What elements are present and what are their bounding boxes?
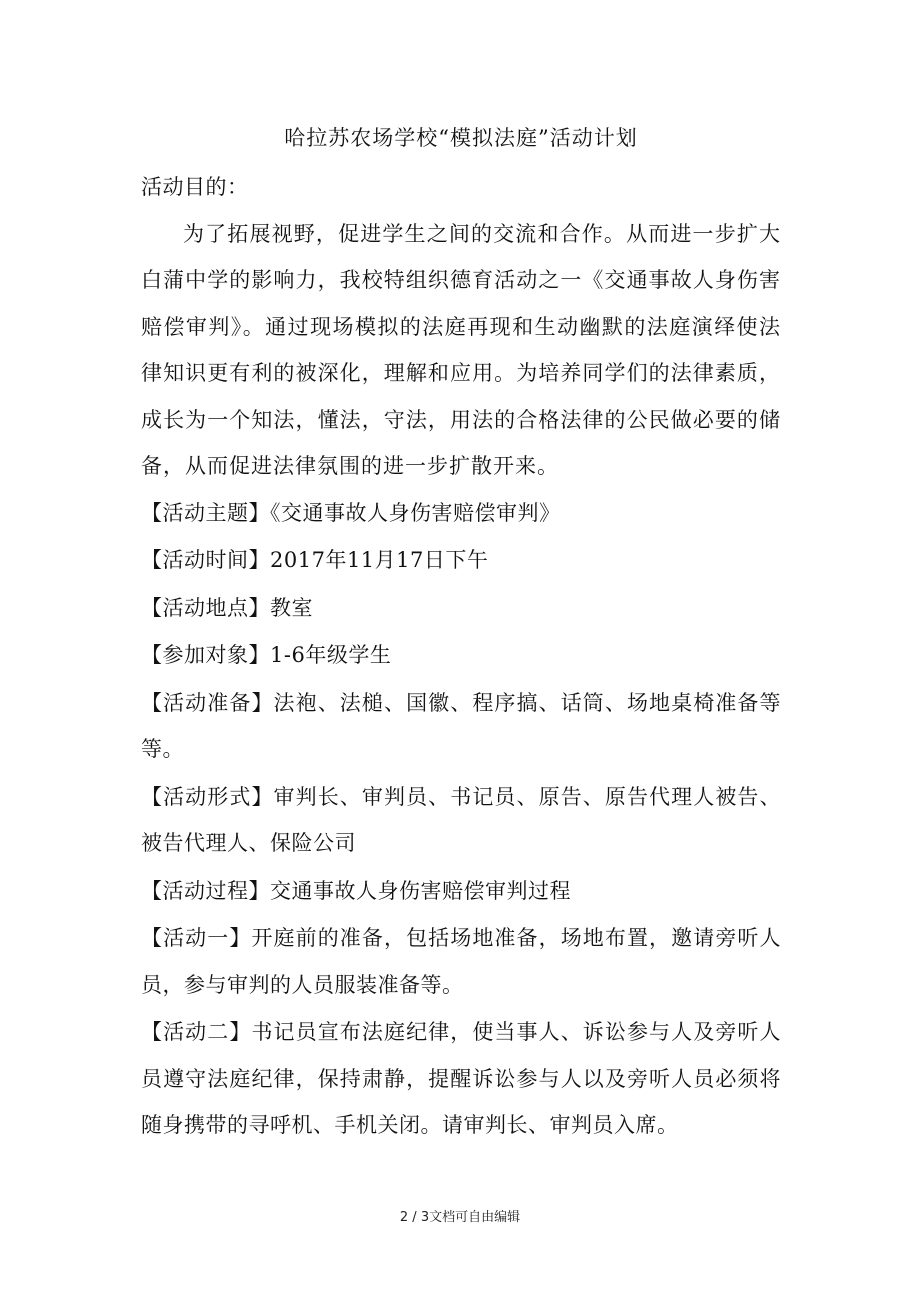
activity-preparation: 【活动准备】法袍、法槌、国徽、程序搞、话筒、场地桌椅准备等等。 — [141, 690, 781, 761]
document-title: 哈拉苏农场学校“模拟法庭”活动计划 — [284, 126, 638, 150]
activity-one: 【活动一】开庭前的准备，包括场地准备，场地布置，邀请旁听人员，参与审判的人员服装准备等。 — [141, 926, 781, 997]
page-footer: 2 / 3文档可自由编辑 — [399, 1210, 521, 1225]
activity-two: 【活动二】书记员宣布法庭纪律，使当事人、诉讼参与人及旁听人员遵守法庭纪律，保持肃静，提醒诉讼参与人以及旁听人员必须将随身携带的寻呼机、手机关闭。请审判长、审判员入席。 — [141, 1020, 781, 1137]
participants: 【参加对象】1-6年级学生 — [141, 643, 392, 667]
document-body — [141, 116, 781, 1150]
activity-theme: 【活动主题】《交通事故人身伤害赔偿审判》 — [141, 500, 561, 525]
purpose-paragraph: 为了拓展视野，促进学生之间的交流和合作。从而进一步扩大白蒲中学的影响力，我校特组织德育活动之一《交通事故人身伤害赔偿审判》。通过现场模拟的法庭再现和生动幽默的法庭演绎使法律知识更有利的被深化，理解和应用。为培养同学们的法律素质，成长为一个知法，懂法，守法，用法的合格法律的公民做必要的储备，从而促进法律氛围的进一步扩散开来。 — [141, 221, 781, 478]
purpose-heading: 活动目的： — [141, 175, 249, 199]
activity-process: 【活动过程】交通事故人身伤害赔偿审判过程 — [141, 878, 571, 903]
activity-location: 【活动地点】教室 — [141, 595, 313, 620]
activity-format: 【活动形式】审判长、审判员、书记员、原告、原告代理人被告、被告代理人、保险公司 — [141, 784, 781, 855]
activity-time: 【活动时间】2017年11月17日下午 — [141, 548, 489, 572]
